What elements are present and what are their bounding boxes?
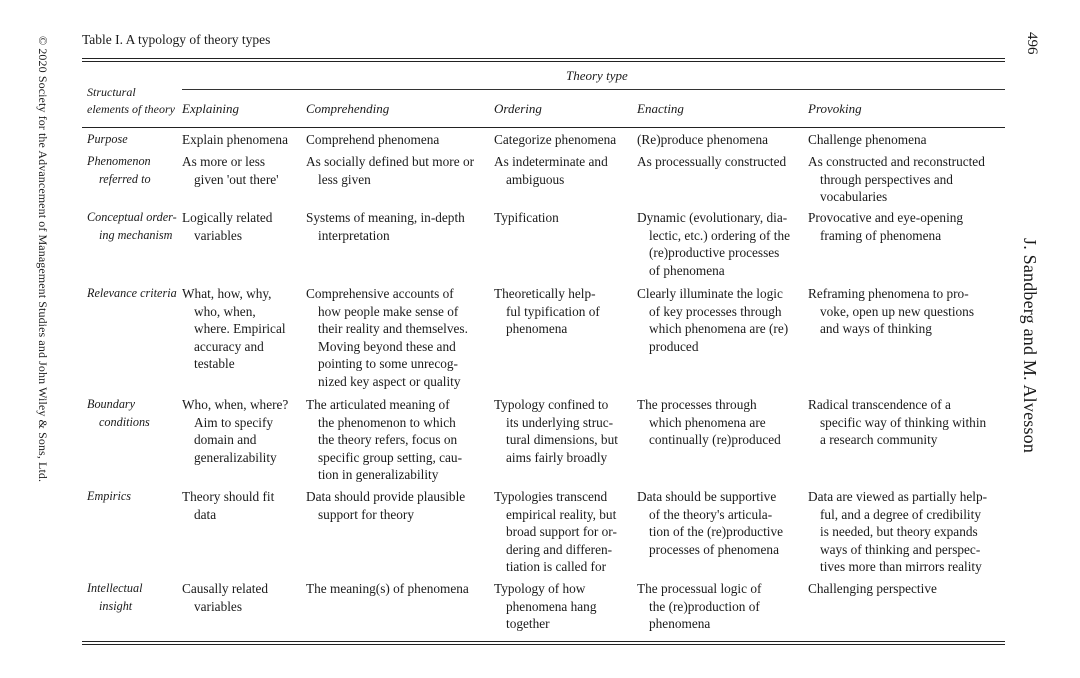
cell-line: testable [194,356,235,372]
row-label-line: Purpose [87,132,128,146]
row-label-line: Relevance criteria [87,286,177,300]
cell-line: As more or less [182,154,266,169]
cell-line: Challenge phenomena [808,132,927,147]
table-cell [182,488,274,523]
table-cell [637,153,786,171]
cell-line: Data are viewed as partially help- [808,489,988,504]
cell-line: together [506,616,550,632]
bottom-rule-double [82,644,1005,645]
table-cell [637,131,768,149]
table-cell [637,285,788,355]
cell-line: ful typification of [506,303,600,319]
cell-line: ambiguous [506,171,565,187]
cell-line: As processually constructed [637,154,787,169]
stub-heading-line-1: Structural [87,85,136,99]
table-cell [306,209,465,244]
cell-line: framing of phenomena [820,227,942,243]
column-header-comprehending: Comprehending [306,101,390,116]
column-header-enacting: Enacting [637,101,684,116]
cell-line: Causally related [182,581,269,596]
cell-line: where. Empirical [194,321,286,337]
cell-line: Theory should fit [182,489,275,504]
cell-line: nized key aspect or quality [318,373,461,389]
table-cell [637,209,790,279]
cell-line: Explain phenomena [182,132,288,147]
row-label [87,580,143,615]
row-label-line: insight [99,598,133,613]
cell-line: (Re)produce phenomena [637,132,769,147]
cell-line: Comprehend phenomena [306,132,440,147]
table-cell [494,209,559,227]
cell-line: less given [318,171,371,187]
bottom-rule [82,641,1005,642]
table-cell [494,153,608,188]
cell-line: ful, and a degree of credibility [820,506,981,522]
cell-line: The articulated meaning of [306,397,450,412]
cell-line: specific way of thinking within [820,414,987,430]
stub-heading-line-2: elements of theory [87,102,175,116]
row-label [87,209,177,244]
table-cell [808,488,987,576]
table-cell [306,580,469,598]
cell-line: phenomena hang [506,598,597,614]
table-cell [182,131,288,149]
cell-line: Challenging perspective [808,581,937,596]
cell-line: a research community [820,432,938,448]
table-cell [182,285,286,373]
cell-line: Comprehensive accounts of [306,286,454,301]
cell-line: who, when, [194,303,256,319]
cell-line: Theoretically help- [494,286,596,301]
cell-line: is needed, but theory expands [820,524,978,540]
cell-line: Typification [494,210,559,225]
cell-line: Aim to specify [194,414,274,430]
table-cell [494,131,616,149]
cell-line: which phenomena are (re) [649,321,789,337]
table-cell [808,153,985,206]
cell-line: As constructed and reconstructed [808,154,985,169]
cell-line: support for theory [318,506,415,522]
copyright-notice: © 2020 Society for the Advancement of Management Studies and John Wiley & Sons, Ltd. [36,36,50,483]
cell-line: through perspectives and [820,171,953,187]
table-cell [306,153,474,188]
table-cell [808,396,986,449]
table-cell [637,580,761,633]
cell-line: tives more than mirrors reality [820,559,982,575]
table-cell [494,488,617,576]
page-number: 496 [1024,32,1040,55]
cell-line: the (re)production of [649,598,760,614]
cell-line: (re)productive processes [649,245,780,261]
table-cell [306,131,439,149]
cell-line: Typologies transcend [494,489,608,504]
row-label-line: Empirics [87,489,132,503]
cell-line: As indeterminate and [494,154,608,169]
cell-line: voke, open up new questions [820,303,974,319]
cell-line: data [194,506,217,522]
cell-line: phenomena [506,321,568,337]
cell-line: Data should provide plausible [306,489,466,504]
cell-line: As socially defined but more or [306,154,475,169]
cell-line: specific group setting, cau- [318,449,462,465]
row-label-line: conditions [99,414,150,429]
cell-line: of the theory's articula- [649,506,773,522]
cell-line: variables [194,598,242,614]
row-label-line: Boundary [87,397,136,411]
table-cell [306,285,468,391]
cell-line: interpretation [318,227,390,243]
cell-line: phenomena [649,616,711,632]
row-label [87,488,131,506]
cell-line: Logically related [182,210,273,225]
cell-line: their reality and themselves. [318,321,468,337]
cell-line: Clearly illuminate the logic [637,286,783,301]
row-label-line: Intellectual [87,581,143,595]
cell-line: vocabularies [820,189,888,205]
table-cell [808,131,927,149]
row-label [87,285,177,303]
cell-line: generalizability [194,449,277,465]
cell-line: of phenomena [649,262,725,278]
cell-line: Systems of meaning, in-depth [306,210,465,225]
cell-line: lectic, etc.) ordering of the [649,227,791,243]
cell-line: tion of the (re)productive [649,524,784,540]
cell-line: which phenomena are [649,414,766,430]
cell-line: Typology confined to [494,397,609,412]
cell-line: tion in generalizability [318,467,439,483]
cell-line: pointing to some unrecog- [318,356,458,372]
table-cell [306,488,465,523]
cell-line: accuracy and [194,338,264,354]
top-rule [82,58,1005,59]
column-header-ordering: Ordering [494,101,542,116]
table-cell [637,396,781,449]
spanner-heading: Theory type [566,68,628,83]
table-cell [808,285,974,338]
spanner-rule [182,89,1005,90]
table-cell [494,396,618,466]
cell-line: produced [649,338,699,354]
table-cell [808,580,937,598]
cell-line: variables [194,227,242,243]
row-label [87,396,150,431]
table-cell [182,396,288,466]
row-label-line: ing mechanism [99,227,173,242]
cell-line: What, how, why, [182,286,272,301]
cell-line: The processual logic of [637,581,762,596]
header-rule [82,127,1005,128]
top-rule-double [82,61,1005,62]
cell-line: tural dimensions, but [506,432,618,448]
cell-line: tiation is called for [506,559,607,575]
cell-line: broad support for or- [506,524,617,540]
row-label-line: Phenomenon [87,154,151,168]
table-cell [182,209,272,244]
cell-line: Dynamic (evolutionary, dia- [637,210,788,225]
row-label-line: Conceptual order- [87,210,177,224]
cell-line: Who, when, where? [182,397,289,412]
cell-line: empirical reality, but [506,506,617,522]
cell-line: The meaning(s) of phenomena [306,581,469,596]
table-caption: Table I. A typology of theory types [82,32,271,47]
cell-line: Reframing phenomena to pro- [808,286,969,301]
cell-line: processes of phenomena [649,541,779,557]
cell-line: Typology of how [494,581,586,596]
cell-line: Moving beyond these and [318,338,456,354]
table-cell [182,580,268,615]
table-cell [306,396,462,484]
table-cell [494,285,600,338]
cell-line: given 'out there' [194,171,279,187]
cell-line: Data should be supportive [637,489,777,504]
cell-line: ways of thinking and perspec- [820,541,981,557]
row-label-line: referred to [99,171,151,186]
column-header-provoking: Provoking [808,101,862,116]
cell-line: Categorize phenomena [494,132,617,147]
table-cell [808,209,963,244]
cell-line: Provocative and eye-opening [808,210,964,225]
stub-heading [87,84,175,118]
cell-line: its underlying struc- [506,414,614,430]
cell-line: The processes through [637,397,757,412]
cell-line: of key processes through [649,303,782,319]
row-label [87,131,128,149]
table-cell [637,488,783,558]
running-head-authors: J. Sandberg and M. Alvesson [1020,238,1040,454]
cell-line: aims fairly broadly [506,449,608,465]
column-header-explaining: Explaining [182,101,240,116]
table-cell [182,153,279,188]
cell-line: Radical transcendence of a [808,397,951,412]
cell-line: how people make sense of [318,303,459,319]
cell-line: and ways of thinking [820,321,932,337]
cell-line: the theory refers, focus on [318,432,458,448]
cell-line: the phenomenon to which [318,414,456,430]
table-cell [494,580,596,633]
cell-line: dering and differen- [506,541,613,557]
cell-line: domain and [194,432,257,448]
row-label [87,153,151,188]
cell-line: continually (re)produced [649,432,781,448]
